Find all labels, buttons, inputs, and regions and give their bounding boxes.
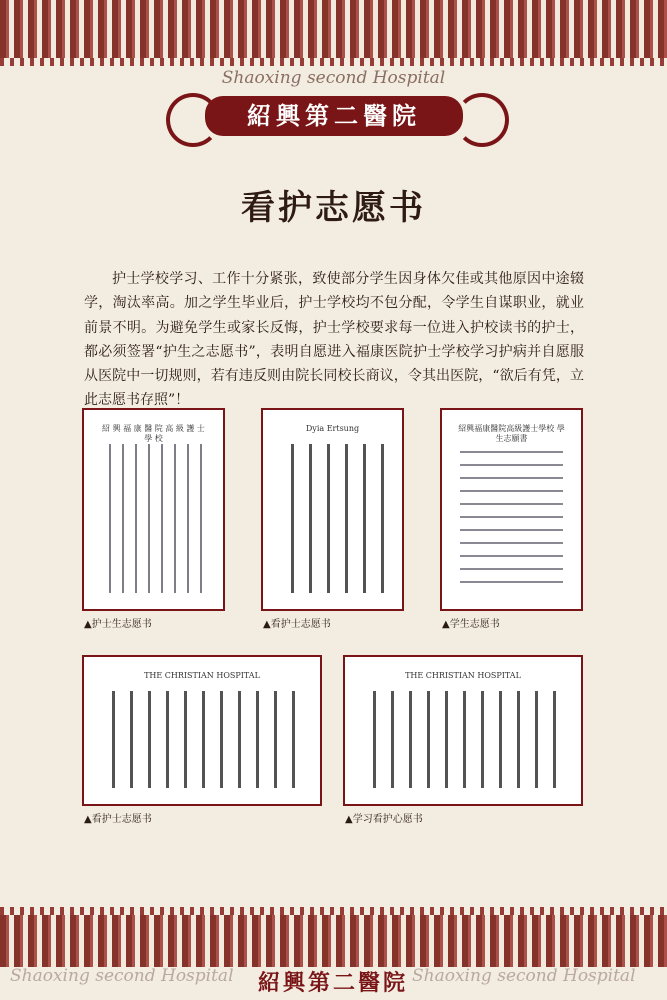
footer — [0, 966, 667, 996]
bottom-decorative-band — [0, 915, 667, 967]
document-heading: THE CHRISTIAN HOSPITAL — [144, 671, 260, 680]
footer-english-right: Shaoxing second Hospital — [412, 966, 636, 986]
document-heading: THE CHRISTIAN HOSPITAL — [405, 671, 521, 680]
document-image-2 — [261, 408, 404, 611]
document-image-5 — [343, 655, 583, 806]
top-decorative-band — [0, 0, 667, 58]
document-image-3 — [440, 408, 583, 611]
document-heading: 紹 興 福 康 醫 院 高 級 護 士 學 校 — [102, 424, 205, 443]
document-image-1 — [82, 408, 225, 611]
document-caption: ▲学习看护心愿书 — [345, 814, 423, 825]
document-caption: ▲护士生志愿书 — [84, 619, 152, 630]
document-caption: ▲看护士志愿书 — [263, 619, 331, 630]
document-text-rows — [460, 444, 563, 593]
document-text-columns — [281, 444, 384, 593]
document-image-4 — [82, 655, 322, 806]
footer-chinese-name: 紹興第二醫院 — [258, 970, 409, 996]
footer-english-left: Shaoxing second Hospital — [10, 966, 234, 986]
cloud-ornament-right-icon — [455, 93, 509, 147]
document-text-columns — [363, 691, 563, 788]
hospital-name-plaque: 紹興第二醫院 — [205, 96, 463, 136]
document-caption: ▲学生志愿书 — [442, 619, 500, 630]
intro-paragraph: 护士学校学习、工作十分紧张，致使部分学生因身体欠佳或其他原因中途辍学，淘汰率高。加之学生毕业后，护士学校均不包分配，令学生自谋职业，就业前景不明。为避免学生或家长反悔，护士学校要求每一位进入护校读书的护士，都必须签署“护生之志愿书”，表明自愿进入福康医院护士学校学习护病并自愿服从医院中一切规则，若有违反则由院长同校长商议，令其出医院，“欲后有凭，立此志愿书存照”！ — [84, 271, 584, 409]
document-caption: ▲看护士志愿书 — [84, 814, 152, 825]
page-title: 看护志愿书 — [241, 188, 426, 228]
hospital-english-name: Shaoxing second Hospital — [221, 68, 446, 88]
document-heading: Dyia Ertsung — [305, 424, 360, 433]
document-text-columns — [102, 444, 205, 593]
document-heading: 紹興福康醫院高級護士學校 學生志願書 — [458, 424, 565, 443]
document-text-columns — [102, 691, 302, 788]
